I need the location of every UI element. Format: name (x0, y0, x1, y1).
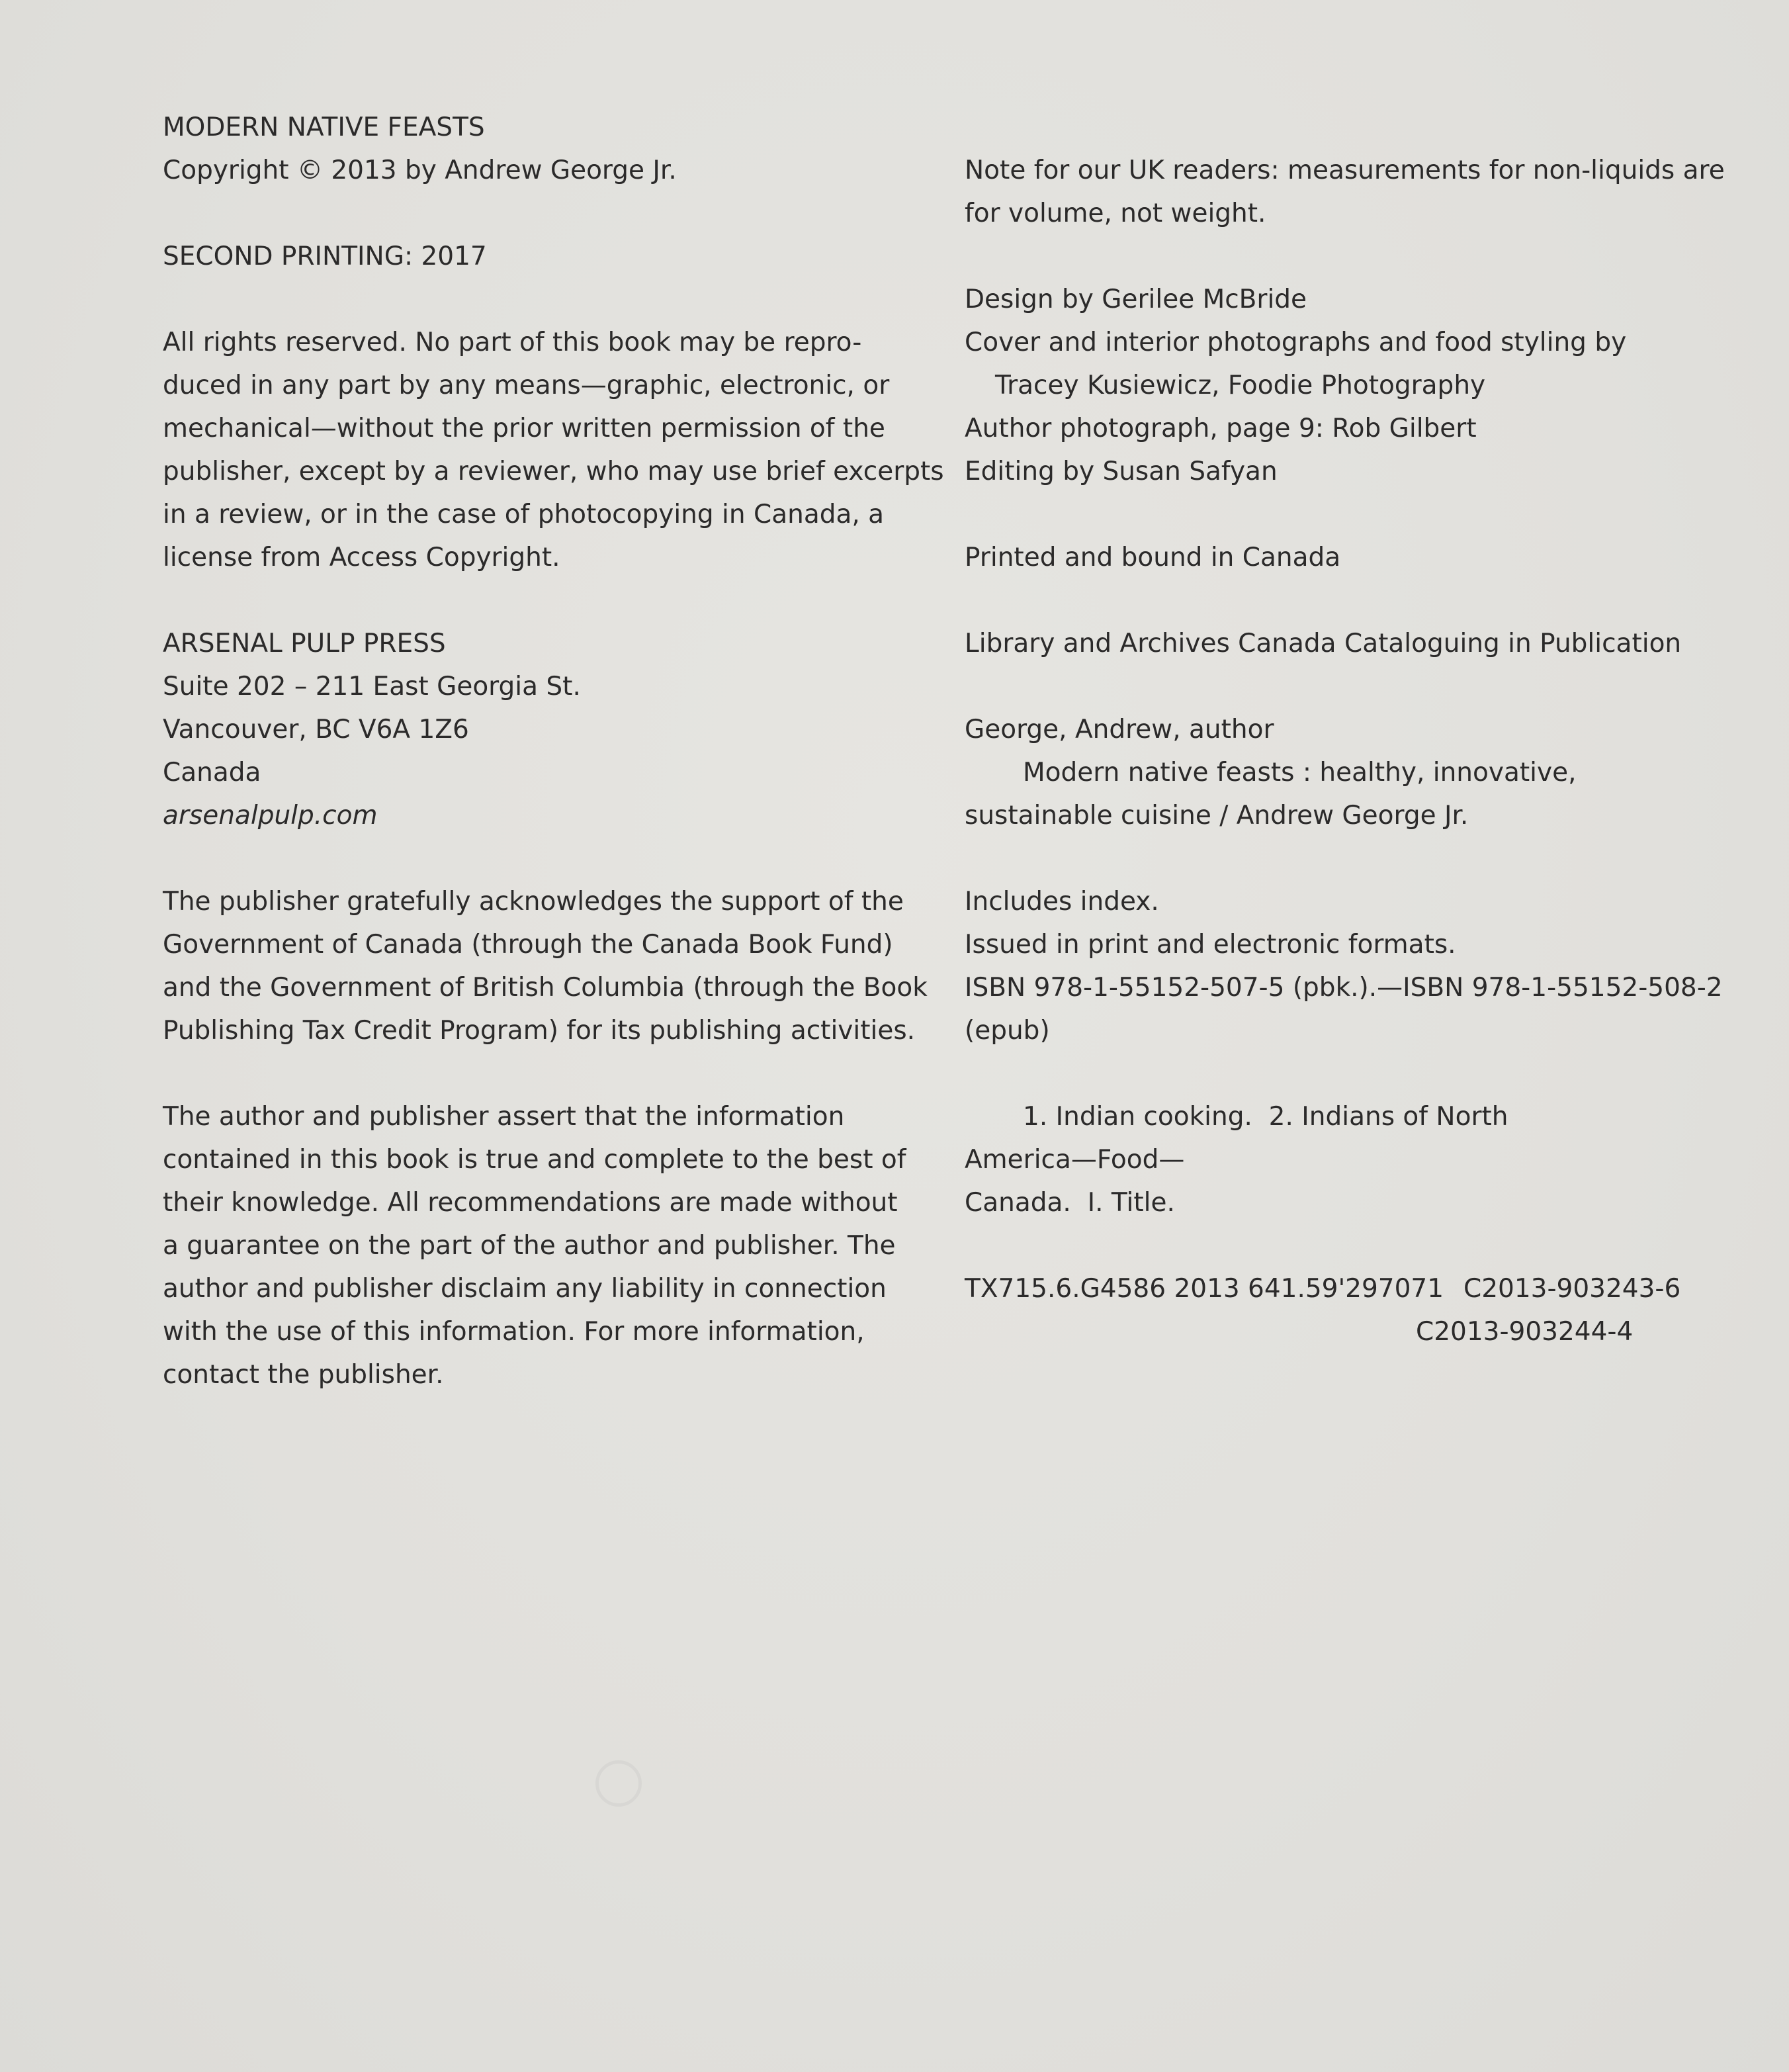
left-column (163, 106, 944, 1396)
rights-line: mechanical—without the prior written permission of the (163, 414, 885, 443)
subjects-line: 1. Indian cooking. 2. Indians of North (1023, 1102, 1508, 1132)
printing-notice: SECOND PRINTING: 2017 (163, 242, 487, 271)
disclaimer-line: contained in this book is true and complete to the best of (163, 1145, 906, 1175)
disclaimer-line: The author and publisher assert that the information (163, 1102, 845, 1132)
uk-note: for volume, not weight. (965, 199, 1266, 228)
cip-author: George, Andrew, author (965, 715, 1274, 744)
editing-credit: Editing by Susan Safyan (965, 457, 1278, 486)
classification-numbers (965, 1267, 1719, 1353)
disclaimer-line: with the use of this information. For more information, (163, 1317, 865, 1347)
disclaimer-line: a guarantee on the part of the author and publisher. The (163, 1231, 896, 1261)
acknowledgement-line: Publishing Tax Credit Program) for its publishing activities. (163, 1016, 916, 1046)
lc-classification: TX715.6.G4586 2013 (965, 1274, 1240, 1304)
issued-formats: Issued in print and electronic formats. (965, 930, 1456, 960)
cip-number: C2013-903244-4 (1416, 1317, 1634, 1347)
faint-logo-circle (595, 1760, 642, 1807)
rights-line: duced in any part by any means—graphic, electronic, or (163, 371, 890, 400)
cip-heading: Library and Archives Canada Cataloguing in Publication (965, 629, 1682, 658)
rights-line: license from Access Copyright. (163, 543, 560, 572)
includes-index: Includes index. (965, 887, 1159, 917)
printed-in: Printed and bound in Canada (965, 543, 1341, 572)
address-line: Vancouver, BC V6A 1Z6 (163, 715, 469, 744)
rights-line: in a review, or in the case of photocopying in Canada, a (163, 500, 885, 529)
acknowledgement-line: and the Government of British Columbia (through the Book (163, 973, 928, 1003)
faint-showthrough-mark (595, 1760, 1310, 1807)
address-line: Suite 202 – 211 East Georgia St. (163, 672, 581, 701)
copyright-notice: Copyright © 2013 by Andrew George Jr. (163, 156, 677, 185)
acknowledgement-line: The publisher gratefully acknowledges the support of the (163, 887, 904, 917)
disclaimer-line: author and publisher disclaim any liability in connection (163, 1274, 887, 1304)
author-photo-credit: Author photograph, page 9: Rob Gilbert (965, 414, 1477, 443)
photo-credit: Cover and interior photographs and food styling by (965, 328, 1627, 357)
publisher-name: ARSENAL PULP PRESS (163, 629, 446, 658)
design-credit: Design by Gerilee McBride (965, 285, 1307, 314)
photo-credit: Tracey Kusiewicz, Foodie Photography (995, 371, 1486, 400)
disclaimer-line: their knowledge. All recommendations are made without (163, 1188, 898, 1218)
rights-line: All rights reserved. No part of this book may be repro- (163, 328, 862, 357)
cip-title: Modern native feasts : healthy, innovative, (1023, 758, 1577, 788)
rights-line: publisher, except by a reviewer, who may use brief excerpts (163, 457, 944, 486)
cip-title: sustainable cuisine / Andrew George Jr. (965, 801, 1469, 831)
dewey-classification: 641.59'297071 (1248, 1274, 1444, 1304)
acknowledgement-line: Government of Canada (through the Canada Book Fund) (163, 930, 893, 960)
disclaimer-paragraph (163, 1095, 904, 1396)
isbn-epub: (epub) (965, 1016, 1050, 1046)
publisher-website: arsenalpulp.com (163, 801, 378, 831)
address-country: Canada (163, 758, 261, 788)
acknowledgement-paragraph (163, 880, 928, 1052)
subjects-line: America—Food— (965, 1145, 1185, 1175)
cip-number: C2013-903243-6 (1463, 1274, 1681, 1304)
subjects-line: Canada. I. Title. (965, 1188, 1175, 1218)
right-column (965, 149, 1725, 1353)
isbn-line: ISBN 978-1-55152-507-5 (pbk.).—ISBN 978-1-55152-508-2 (965, 973, 1723, 1003)
disclaimer-line: contact the publisher. (163, 1360, 444, 1390)
publisher-address (163, 622, 904, 837)
rights-paragraph (163, 321, 944, 579)
uk-note: Note for our UK readers: measurements for non-liquids are (965, 156, 1725, 185)
book-title: MODERN NATIVE FEASTS (163, 113, 485, 142)
